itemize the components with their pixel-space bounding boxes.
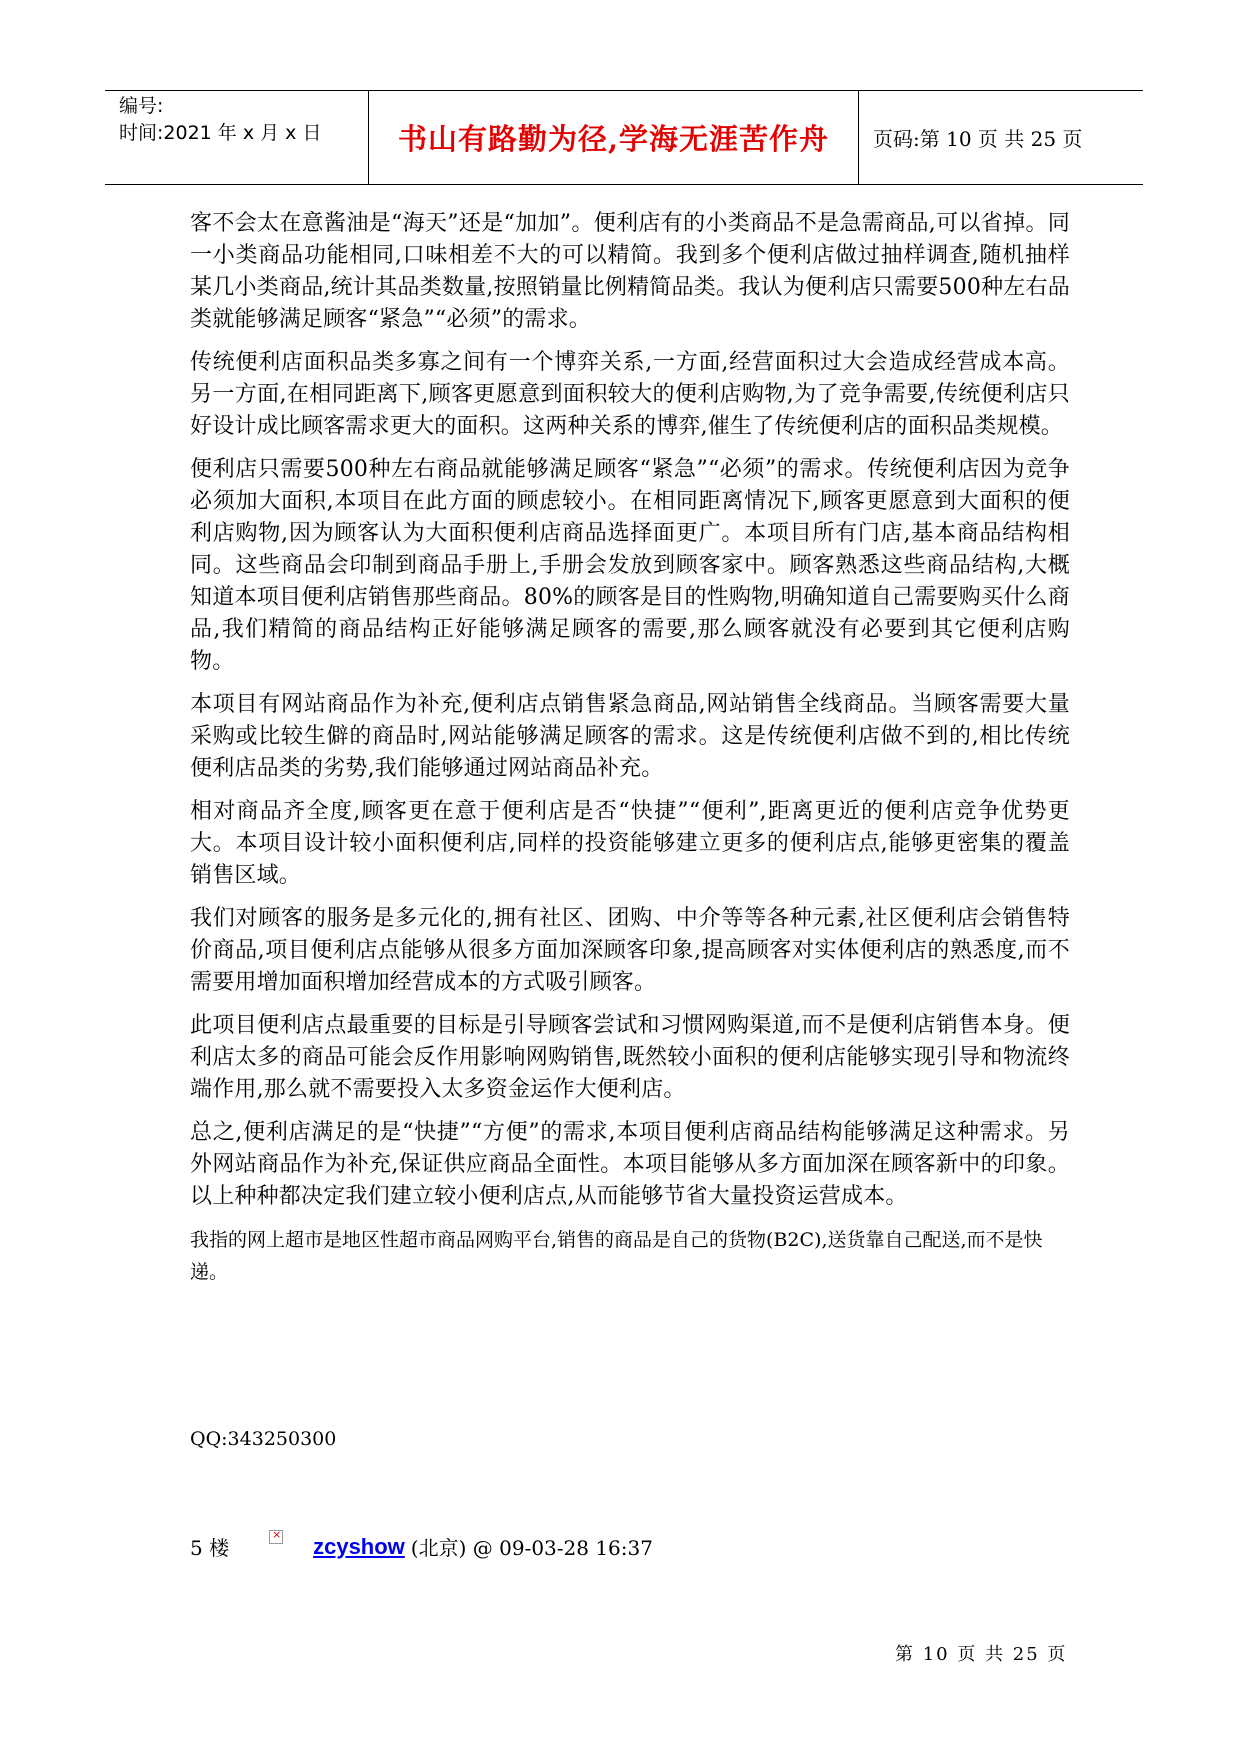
paragraph: 我们对顾客的服务是多元化的,拥有社区、团购、中介等等各种元素,社区便利店会销售特价商品,项目便利店点能够从很多方面加深顾客印象,提高顾客对实体便利店的熟悉度,而不需要用增加面积增加经营成本的方式吸引顾客。	[190, 906, 1070, 995]
number-label: 编号:	[119, 95, 164, 117]
page-label: 页码:第 10 页 共 25 页	[873, 127, 1083, 151]
time-label: 时间:2021 年 x 月 x 日	[119, 122, 322, 144]
floor-number: 5 楼	[190, 1536, 230, 1560]
paragraph: 本项目有网站商品作为补充,便利店点销售紧急商品,网站销售全线商品。当顾客需要大量采购或比较生僻的商品时,网站能够满足顾客的需求。这是传统便利店做不到的,相比传统便利店品类的劣势,我们能够通过网站商品补充。	[190, 692, 1070, 781]
qq-contact: QQ:343250300	[190, 1428, 337, 1450]
header-page-cell	[859, 91, 1143, 184]
paragraph: 传统便利店面积品类多寡之间有一个博弈关系,一方面,经营面积过大会造成经营成本高。另一方面,在相同距离下,顾客更愿意到面积较大的便利店购物,为了竞争需要,传统便利店只好设计成比顾客需求更大的面积。这两种关系的博弈,催生了传统便利店的面积品类规模。	[190, 350, 1070, 439]
username-link[interactable]: zcyshow	[313, 1533, 405, 1559]
paragraph: 便利店只需要500种左右商品就能够满足顾客“紧急”“必须”的需求。传统便利店因为竞争必须加大面积,本项目在此方面的顾虑较小。在相同距离情况下,顾客更愿意到大面积的便利店购物,因为顾客认为大面积便利店商品选择面更广。本项目所有门店,基本商品结构相同。这些商品会印制到商品手册上,手册会发放到顾客家中。顾客熟悉这些商品结构,大概知道本项目便利店销售那些商品。80%的顾客是目的性购物,明确知道自己需要购买什么商品,我们精简的商品结构正好能够满足顾客的需要,那么顾客就没有必要到其它便利店购物。	[190, 457, 1070, 674]
paragraph: 总之,便利店满足的是“快捷”“方便”的需求,本项目便利店商品结构能够满足这种需求。另外网站商品作为补充,保证供应商品全面性。本项目能够从多方面加深在顾客新中的印象。以上种种都决定我们建立较小便利店点,从而能够节省大量投资运营成本。	[190, 1120, 1070, 1209]
motto: 书山有路勤为径,学海无涯苦作舟	[397, 122, 830, 156]
post-location-time: (北京) @ 09-03-28 16:37	[410, 1536, 653, 1560]
note-paragraph: 我指的网上超市是地区性超市商品网购平台,销售的商品是自己的货物(B2C),送货靠自己配送,而不是快递。	[190, 1229, 1043, 1283]
header-info	[105, 91, 369, 184]
header-motto-cell	[369, 91, 859, 184]
paragraph: 此项目便利店点最重要的目标是引导顾客尝试和习惯网购渠道,而不是便利店销售本身。便利店太多的商品可能会反作用影响网购销售,既然较小面积的便利店能够实现引导和物流终端作用,那么就不需要投入太多资金运作大便利店。	[190, 1013, 1070, 1102]
paragraph: 客不会太在意酱油是“海天”还是“加加”。便利店有的小类商品不是急需商品,可以省掉。同一小类商品功能相同,口味相差不大的可以精简。我到多个便利店做过抽样调查,随机抽样某几小类商品,统计其品类数量,按照销量比例精简品类。我认为便利店只需要500种左右品类就能够满足顾客“紧急”“必须”的需求。	[190, 211, 1070, 332]
document-body	[190, 208, 1070, 1288]
page-header	[105, 90, 1143, 185]
page-footer: 第 10 页 共 25 页	[895, 1644, 1068, 1665]
post-meta	[190, 1532, 653, 1561]
broken-image-icon	[269, 1530, 283, 1544]
paragraph: 相对商品齐全度,顾客更在意于便利店是否“快捷”“便利”,距离更近的便利店竞争优势更大。本项目设计较小面积便利店,同样的投资能够建立更多的便利店点,能够更密集的覆盖销售区域。	[190, 799, 1070, 888]
